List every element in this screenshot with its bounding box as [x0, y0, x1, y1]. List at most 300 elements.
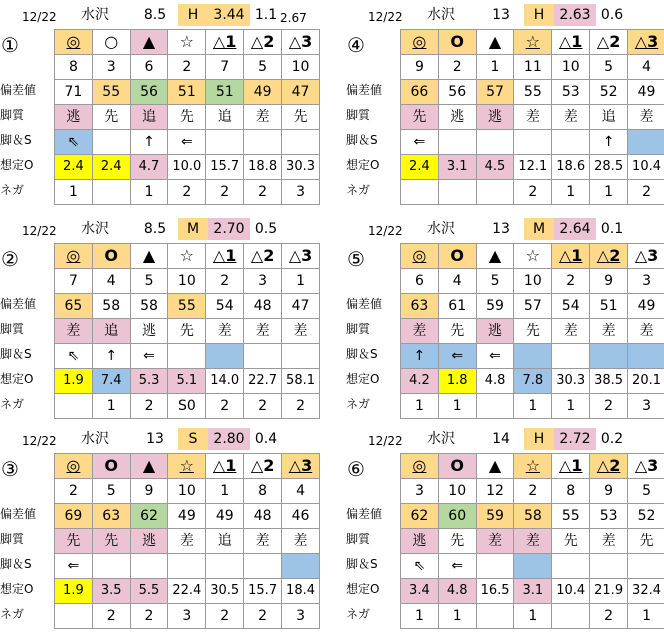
- grid-cell: 2: [130, 394, 168, 419]
- grid-cell: ☆: [168, 244, 206, 269]
- row-label: 想定O: [0, 582, 34, 596]
- grid-cell: 先: [168, 319, 206, 344]
- grid-cell: 2.4: [401, 155, 439, 180]
- grid-cell: 32.4: [628, 579, 664, 604]
- odds-row: [401, 579, 664, 604]
- grid-cell: 65: [55, 294, 93, 319]
- grid-cell: 1: [92, 394, 130, 419]
- style-row: [55, 105, 320, 130]
- race-index-circle: ⑥: [347, 457, 365, 481]
- grid-cell: ◎: [55, 244, 93, 269]
- grid-cell: 58: [130, 294, 168, 319]
- row-label: ネガ: [346, 183, 371, 197]
- grid-cell: 差: [244, 319, 282, 344]
- row-label: 想定O: [346, 372, 380, 386]
- grid-cell: 18.4: [282, 579, 320, 604]
- grid-cell: 差: [244, 105, 282, 130]
- grid-cell: 逃: [476, 105, 514, 130]
- grid-cell: 2: [92, 604, 130, 629]
- grid-cell: 63: [92, 504, 130, 529]
- grid-cell: [552, 554, 590, 579]
- style-row: [401, 319, 664, 344]
- grid-cell: 差: [552, 319, 590, 344]
- grid-cell: 3: [168, 604, 206, 629]
- race-header: [346, 428, 664, 450]
- grid-cell: ☆: [168, 454, 206, 479]
- grid-cell: 52: [628, 504, 664, 529]
- position-row: [55, 344, 320, 369]
- row-label: 脚＆S: [0, 347, 32, 361]
- grid-cell: 58: [92, 294, 130, 319]
- row-labels: [0, 78, 36, 203]
- grid-cell: ◎: [401, 244, 439, 269]
- grid-cell: 差: [514, 105, 552, 130]
- style-row: [401, 105, 664, 130]
- grid-cell: 3: [628, 394, 664, 419]
- style-row: [55, 529, 320, 554]
- deviation-row: [401, 504, 664, 529]
- grid-cell: ◎: [401, 30, 439, 55]
- odds-row: [55, 579, 320, 604]
- mark-row: [401, 454, 664, 479]
- grid-cell: 逃: [130, 319, 168, 344]
- race-number: 8.5: [143, 7, 167, 23]
- race-value: 2.80: [208, 428, 250, 450]
- grid-cell: 10: [438, 479, 476, 504]
- race-number: 13: [492, 7, 510, 23]
- grid-cell: 4: [628, 55, 664, 80]
- grid-cell: ⇐: [438, 554, 476, 579]
- mark-row: [55, 30, 320, 55]
- grid-cell: [92, 130, 130, 155]
- grid-cell: ↑: [401, 344, 439, 369]
- race-number: 14: [492, 431, 510, 447]
- horse-grid: [400, 29, 664, 205]
- grid-cell: ☆: [514, 30, 552, 55]
- grid-cell: 6: [130, 55, 168, 80]
- grid-cell: 4.7: [130, 155, 168, 180]
- grid-cell: [282, 130, 320, 155]
- race-header: [0, 4, 320, 26]
- grid-cell: 先: [92, 529, 130, 554]
- grid-cell: 1: [628, 604, 664, 629]
- grid-cell: 3: [628, 269, 664, 294]
- negative-row: [55, 394, 320, 419]
- grid-cell: [628, 554, 664, 579]
- grid-cell: 51: [590, 294, 628, 319]
- grid-cell: 1: [552, 394, 590, 419]
- row-label: 偏差値: [346, 297, 383, 311]
- race-date: 12/22: [368, 10, 403, 24]
- grid-cell: 59: [476, 294, 514, 319]
- grid-cell: 1: [590, 180, 628, 205]
- grid-cell: 3: [244, 269, 282, 294]
- grid-cell: ▲: [476, 244, 514, 269]
- grid-cell: 5: [590, 55, 628, 80]
- grid-cell: 14.0: [206, 369, 244, 394]
- race-class: H: [524, 4, 554, 26]
- grid-cell: 2: [282, 394, 320, 419]
- position-row: [401, 554, 664, 579]
- race-number: 13: [492, 221, 510, 237]
- grid-cell: 54: [552, 294, 590, 319]
- grid-cell: △1: [552, 454, 590, 479]
- grid-cell: △3: [282, 454, 320, 479]
- grid-cell: 先: [552, 529, 590, 554]
- grid-cell: 先: [92, 105, 130, 130]
- row-label: ネガ: [0, 183, 25, 197]
- grid-cell: 15.7: [206, 155, 244, 180]
- grid-cell: 逃: [401, 529, 439, 554]
- grid-cell: [206, 130, 244, 155]
- negative-row: [401, 180, 664, 205]
- grid-cell: 4.2: [401, 369, 439, 394]
- grid-cell: 10: [168, 479, 206, 504]
- race-extra: 2.67: [280, 11, 307, 25]
- grid-cell: 2: [590, 604, 628, 629]
- race-value: 2.64: [554, 218, 596, 240]
- grid-cell: 2: [244, 394, 282, 419]
- grid-cell: 4: [282, 479, 320, 504]
- position-row: [401, 130, 664, 155]
- row-label: 偏差値: [0, 507, 37, 521]
- grid-cell: 15.7: [244, 579, 282, 604]
- grid-cell: 11: [514, 55, 552, 80]
- grid-cell: [130, 554, 168, 579]
- grid-cell: △1: [206, 454, 244, 479]
- grid-cell: [244, 554, 282, 579]
- race-panel: [346, 4, 664, 204]
- grid-cell: 48: [244, 504, 282, 529]
- race-header: [346, 4, 664, 26]
- grid-cell: 5.3: [130, 369, 168, 394]
- row-label: 想定O: [346, 158, 380, 172]
- grid-cell: 差: [590, 319, 628, 344]
- odds-row: [55, 155, 320, 180]
- grid-cell: 差: [476, 529, 514, 554]
- grid-cell: 追: [130, 105, 168, 130]
- grid-cell: 2: [206, 269, 244, 294]
- row-label: 脚＆S: [0, 557, 32, 571]
- deviation-row: [55, 504, 320, 529]
- grid-cell: 追: [206, 529, 244, 554]
- grid-cell: 3.1: [438, 155, 476, 180]
- grid-cell: O: [438, 30, 476, 55]
- grid-cell: △2: [244, 454, 282, 479]
- grid-cell: 先: [438, 529, 476, 554]
- grid-cell: 12.1: [514, 155, 552, 180]
- race-panel: [0, 428, 320, 628]
- grid-cell: 10: [168, 269, 206, 294]
- deviation-row: [401, 294, 664, 319]
- race-class: H: [178, 4, 208, 26]
- grid-cell: ⇐: [130, 344, 168, 369]
- grid-cell: 49: [206, 504, 244, 529]
- grid-cell: 55: [92, 80, 130, 105]
- row-label: 想定O: [0, 372, 34, 386]
- venue-name: 水沢: [427, 221, 455, 237]
- horse-grid: [54, 453, 320, 629]
- grid-cell: △3: [282, 30, 320, 55]
- grid-cell: △1: [552, 244, 590, 269]
- row-label: 偏差値: [0, 83, 37, 97]
- grid-cell: ▲: [130, 30, 168, 55]
- grid-cell: 51: [206, 80, 244, 105]
- grid-cell: 差: [628, 105, 664, 130]
- race-date: 12/22: [368, 224, 403, 238]
- grid-cell: 2: [168, 180, 206, 205]
- grid-cell: 62: [401, 504, 439, 529]
- grid-cell: 2: [552, 269, 590, 294]
- grid-cell: 22.4: [168, 579, 206, 604]
- race-value: 2.70: [208, 218, 250, 240]
- grid-cell: 52: [590, 80, 628, 105]
- grid-cell: 2: [244, 604, 282, 629]
- race-sub-value: 0.2: [600, 431, 624, 447]
- race-class: M: [178, 218, 208, 240]
- grid-cell: 71: [55, 80, 93, 105]
- grid-cell: 追: [590, 105, 628, 130]
- grid-cell: 55: [552, 504, 590, 529]
- grid-cell: ◎: [55, 454, 93, 479]
- grid-cell: ↑: [92, 344, 130, 369]
- grid-cell: 63: [401, 294, 439, 319]
- race-panel: [346, 218, 664, 418]
- grid-cell: 51: [168, 80, 206, 105]
- venue-name: 水沢: [427, 431, 455, 447]
- grid-cell: 差: [401, 319, 439, 344]
- race-class: H: [524, 428, 554, 450]
- race-header: [346, 218, 664, 240]
- odds-row: [401, 369, 664, 394]
- grid-cell: 9: [590, 269, 628, 294]
- row-label: 脚質: [0, 322, 25, 336]
- grid-cell: 9: [401, 55, 439, 80]
- grid-cell: 先: [514, 319, 552, 344]
- number-row: [55, 55, 320, 80]
- grid-cell: 差: [168, 529, 206, 554]
- grid-cell: 3.4: [401, 579, 439, 604]
- grid-cell: 差: [282, 319, 320, 344]
- grid-cell: 49: [168, 504, 206, 529]
- grid-cell: ☆: [514, 244, 552, 269]
- grid-cell: 1: [514, 604, 552, 629]
- grid-cell: 1: [55, 180, 93, 205]
- grid-cell: 20.1: [628, 369, 664, 394]
- race-number: 8.5: [143, 221, 167, 237]
- grid-cell: 7: [206, 55, 244, 80]
- row-label: 偏差値: [346, 507, 383, 521]
- grid-cell: 4.5: [476, 155, 514, 180]
- row-label: 想定O: [346, 582, 380, 596]
- grid-cell: △3: [628, 30, 664, 55]
- number-row: [401, 55, 664, 80]
- grid-cell: 1: [438, 604, 476, 629]
- grid-cell: 46: [282, 504, 320, 529]
- grid-cell: [438, 180, 476, 205]
- mark-row: [55, 244, 320, 269]
- race-panel: [0, 4, 320, 204]
- race-date: 12/22: [22, 434, 57, 448]
- venue-name: 水沢: [81, 431, 109, 447]
- grid-cell: 18.8: [244, 155, 282, 180]
- grid-cell: 3.1: [514, 579, 552, 604]
- grid-cell: 1.8: [438, 369, 476, 394]
- row-label: 想定O: [0, 158, 34, 172]
- race-index-circle: ④: [347, 33, 365, 57]
- venue-name: 水沢: [81, 221, 109, 237]
- grid-cell: 4.8: [438, 579, 476, 604]
- grid-cell: 5: [244, 55, 282, 80]
- grid-cell: 57: [476, 80, 514, 105]
- grid-cell: 差: [206, 319, 244, 344]
- grid-cell: 8: [552, 479, 590, 504]
- grid-cell: [514, 130, 552, 155]
- grid-cell: ○: [92, 30, 130, 55]
- grid-cell: [552, 344, 590, 369]
- grid-cell: 先: [438, 319, 476, 344]
- grid-cell: [552, 130, 590, 155]
- horse-grid: [54, 29, 320, 205]
- grid-cell: 4: [438, 269, 476, 294]
- grid-cell: 30.5: [206, 579, 244, 604]
- row-label: 脚質: [0, 108, 25, 122]
- grid-cell: △3: [628, 244, 664, 269]
- grid-cell: 5: [130, 269, 168, 294]
- grid-cell: ▲: [130, 244, 168, 269]
- race-number: 13: [146, 431, 164, 447]
- grid-cell: 1: [401, 604, 439, 629]
- grid-cell: 8: [55, 55, 93, 80]
- grid-cell: 7.4: [92, 369, 130, 394]
- row-label: 脚質: [346, 108, 371, 122]
- style-row: [401, 529, 664, 554]
- grid-cell: [476, 180, 514, 205]
- grid-cell: [476, 554, 514, 579]
- grid-cell: ⇐: [55, 554, 93, 579]
- grid-cell: ↑: [590, 130, 628, 155]
- grid-cell: 2.4: [92, 155, 130, 180]
- grid-cell: S0: [168, 394, 206, 419]
- race-panel: [346, 428, 664, 628]
- row-labels: [346, 292, 382, 417]
- grid-cell: ⇐: [438, 344, 476, 369]
- grid-cell: 2: [514, 180, 552, 205]
- grid-cell: 57: [514, 294, 552, 319]
- grid-cell: 1: [438, 394, 476, 419]
- race-sub-value: 0.5: [254, 221, 278, 237]
- grid-cell: 5: [476, 269, 514, 294]
- grid-cell: [514, 554, 552, 579]
- grid-cell: 30.3: [552, 369, 590, 394]
- grid-cell: 2: [168, 55, 206, 80]
- grid-cell: [282, 344, 320, 369]
- mark-row: [55, 454, 320, 479]
- grid-cell: 1: [206, 479, 244, 504]
- grid-cell: 差: [628, 319, 664, 344]
- horse-grid: [54, 243, 320, 419]
- row-label: ネガ: [0, 607, 25, 621]
- grid-cell: 55: [168, 294, 206, 319]
- mark-row: [401, 244, 664, 269]
- row-label: 脚＆S: [0, 133, 32, 147]
- grid-cell: 2: [55, 479, 93, 504]
- grid-cell: 3.5: [92, 579, 130, 604]
- grid-cell: 差: [55, 319, 93, 344]
- grid-cell: ▲: [130, 454, 168, 479]
- grid-cell: 5.1: [168, 369, 206, 394]
- grid-cell: 56: [438, 80, 476, 105]
- grid-cell: [552, 604, 590, 629]
- grid-cell: 2: [206, 394, 244, 419]
- odds-row: [55, 369, 320, 394]
- grid-cell: 21.9: [590, 579, 628, 604]
- grid-cell: 49: [244, 80, 282, 105]
- grid-cell: 16.5: [476, 579, 514, 604]
- grid-cell: △2: [244, 30, 282, 55]
- grid-cell: [206, 554, 244, 579]
- grid-cell: O: [92, 454, 130, 479]
- race-sub-value: 0.4: [254, 431, 278, 447]
- row-label: 脚＆S: [346, 347, 378, 361]
- grid-cell: 1.9: [55, 579, 93, 604]
- horse-grid: [400, 243, 664, 419]
- race-panel: [0, 218, 320, 418]
- negative-row: [55, 180, 320, 205]
- grid-cell: 62: [130, 504, 168, 529]
- grid-cell: 2: [206, 180, 244, 205]
- venue-name: 水沢: [81, 7, 109, 23]
- grid-cell: ⇐: [476, 344, 514, 369]
- grid-cell: 逃: [130, 529, 168, 554]
- grid-cell: ⇖: [55, 344, 93, 369]
- grid-cell: 1: [552, 180, 590, 205]
- grid-cell: 5: [628, 479, 664, 504]
- grid-cell: △3: [282, 244, 320, 269]
- grid-cell: ▲: [476, 454, 514, 479]
- grid-cell: 先: [628, 529, 664, 554]
- grid-cell: 6: [401, 269, 439, 294]
- number-row: [55, 269, 320, 294]
- race-class: S: [178, 428, 208, 450]
- venue-name: 水沢: [427, 7, 455, 23]
- grid-cell: 2: [206, 604, 244, 629]
- grid-cell: 1: [282, 269, 320, 294]
- race-date: 12/22: [22, 224, 57, 238]
- grid-cell: 5.5: [130, 579, 168, 604]
- grid-cell: 2: [438, 55, 476, 80]
- grid-cell: 1: [514, 394, 552, 419]
- row-label: ネガ: [0, 397, 25, 411]
- grid-cell: [92, 180, 130, 205]
- grid-cell: ⇐: [168, 130, 206, 155]
- grid-cell: 47: [282, 294, 320, 319]
- row-labels: [0, 292, 36, 417]
- row-label: ネガ: [346, 607, 371, 621]
- number-row: [401, 479, 664, 504]
- grid-cell: 5: [92, 479, 130, 504]
- position-row: [55, 554, 320, 579]
- grid-cell: [282, 554, 320, 579]
- grid-cell: 3: [401, 479, 439, 504]
- grid-cell: 差: [590, 529, 628, 554]
- race-sub-value: 0.6: [600, 7, 624, 23]
- race-date: 12/22: [22, 10, 57, 24]
- race-value: 2.72: [554, 428, 596, 450]
- grid-cell: 差: [282, 529, 320, 554]
- race-class: M: [524, 218, 554, 240]
- grid-cell: ⇖: [55, 130, 93, 155]
